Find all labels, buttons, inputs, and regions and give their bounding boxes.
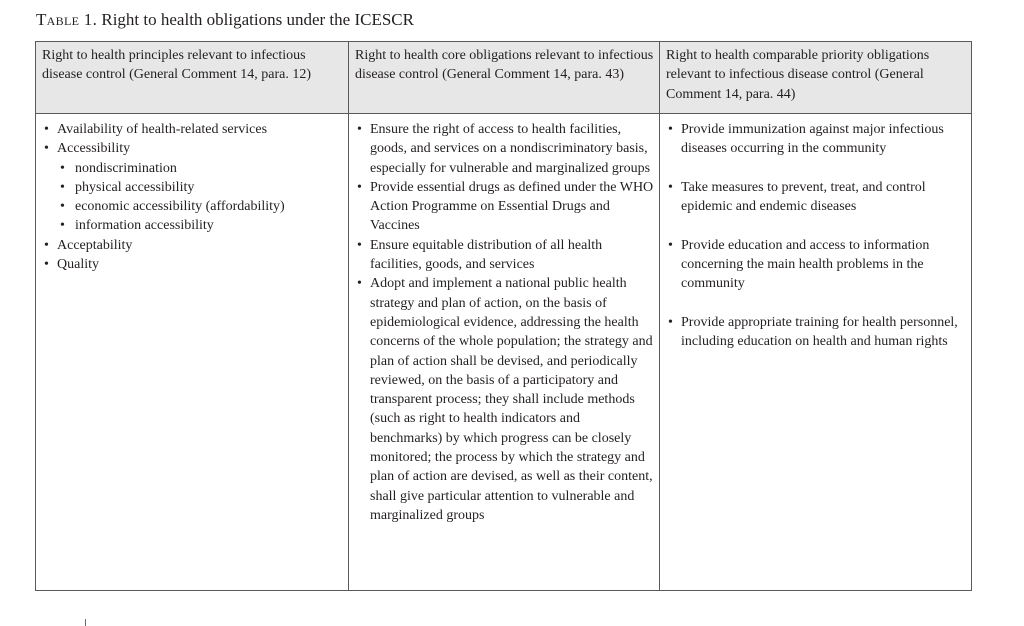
table-title: Right to health obligations under the ICESCR [101, 10, 414, 29]
list-item-label: Accessibility [57, 141, 131, 157]
core-obligations-list [355, 120, 655, 525]
column-header-core-obligations: Right to health core obligations relevant to infectious disease control (General Comment 14, para. 43) [349, 42, 660, 114]
header-row [36, 42, 972, 114]
core-obligations-cell [349, 114, 660, 591]
sub-list-item: • information accessibility [57, 216, 344, 235]
list-item: • Take measures to prevent, treat, and control epidemic and endemic diseases [666, 178, 967, 217]
page-mark [85, 619, 86, 626]
principles-cell [36, 114, 349, 591]
table-row [36, 114, 972, 591]
priority-obligations-cell [660, 114, 972, 591]
principles-list [42, 120, 344, 274]
list-item: • Quality [42, 255, 344, 274]
list-item: • Provide education and access to information concerning the main health problems in the community [666, 236, 967, 294]
list-item: • Provide appropriate training for health personnel, including education on health and human rights [666, 313, 967, 352]
list-item: • Ensure the right of access to health facilities, goods, and services on a nondiscriminatory basis, especially for vulnerable and marginalized groups [355, 120, 655, 178]
priority-obligations-list [666, 120, 967, 352]
accessibility-sublist [57, 159, 344, 236]
column-header-principles: Right to health principles relevant to infectious disease control (General Comment 14, para. 12) [36, 42, 349, 114]
list-item [42, 139, 344, 235]
list-item: • Provide essential drugs as defined under the WHO Action Programme on Essential Drugs and Vaccines [355, 178, 655, 236]
sub-list-item: • physical accessibility [57, 178, 344, 197]
list-item: • Acceptability [42, 236, 344, 255]
sub-list-item: • economic accessibility (affordability) [57, 197, 344, 216]
table-label: Table 1. [36, 10, 98, 29]
list-item: • Ensure equitable distribution of all health facilities, goods, and services [355, 236, 655, 275]
list-item: • Provide immunization against major infectious diseases occurring in the community [666, 120, 967, 159]
table-caption [36, 9, 414, 31]
list-item: • Availability of health-related services [42, 120, 344, 139]
column-header-priority-obligations: Right to health comparable priority obligations relevant to infectious disease control (General Comment 14, para. 44) [660, 42, 972, 114]
list-item: • Adopt and implement a national public health strategy and plan of action, on the basis of epidemiological evidence, addressing the health concerns of the whole population; the strategy and plan of action shall be devised, and periodically reviewed, on the basis of a participatory and transparent process; they shall include methods (such as right to health indicators and benchmarks) by which progress can be closely monitored; the process by which the strategy and plan of action are devised, as well as their content, shall give particular attention to vulnerable and marginalized groups [355, 274, 655, 525]
obligations-table [35, 41, 972, 591]
sub-list-item: • nondiscrimination [57, 159, 344, 178]
